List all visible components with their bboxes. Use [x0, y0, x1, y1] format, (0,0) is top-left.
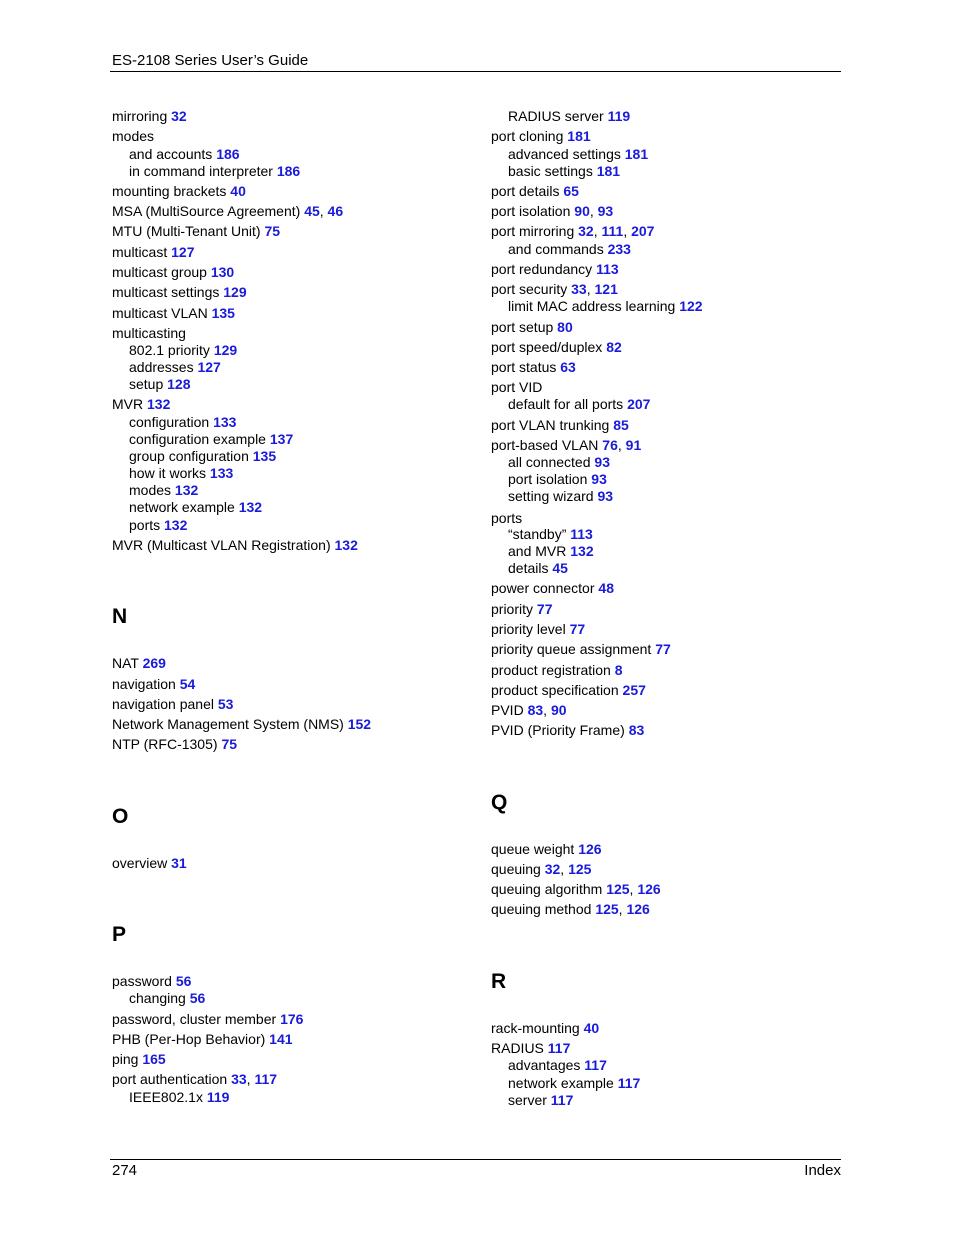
index-entry: port-based VLAN 76, 91 — [491, 437, 642, 453]
index-term: modes — [129, 482, 172, 498]
index-term: ping — [112, 1051, 139, 1067]
index-entry — [491, 662, 623, 679]
index-subentry — [508, 1092, 573, 1109]
index-entry: PVID 83, 90 — [491, 702, 567, 718]
index-term: product registration — [491, 662, 611, 678]
index-subentry — [129, 414, 236, 431]
page-ref-link[interactable]: 132 — [174, 482, 199, 498]
page-ref-link[interactable]: 90 — [574, 203, 590, 219]
page-ref-link[interactable]: 117 — [547, 1040, 571, 1056]
page-ref-link[interactable]: 63 — [560, 359, 576, 375]
footer-section-name: Index — [804, 1162, 841, 1179]
index-entry: port mirroring 32, 111, 207 — [491, 223, 655, 239]
index-term: port mirroring — [491, 223, 575, 239]
page-ref-link[interactable]: 132 — [238, 499, 263, 515]
page-ref-link[interactable]: 90 — [550, 702, 567, 718]
index-entry: queuing 32, 125 — [491, 861, 592, 877]
index-entry — [491, 359, 576, 376]
index-subentry — [508, 454, 610, 471]
index-term: multicast — [112, 244, 168, 260]
index-term: PHB (Per-Hop Behavior) — [112, 1031, 266, 1047]
index-term: port speed/duplex — [491, 339, 603, 355]
page-ref-link[interactable]: 207 — [631, 223, 655, 239]
index-term: port status — [491, 359, 557, 375]
index-term: port setup — [491, 319, 554, 335]
index-term: power connector — [491, 580, 595, 596]
index-term: priority queue assignment — [491, 641, 652, 657]
index-subentry — [508, 543, 594, 560]
page-ref-link[interactable]: 48 — [598, 580, 614, 596]
index-term: group configuration — [129, 448, 249, 464]
page-ref-link[interactable]: 33 — [231, 1071, 247, 1087]
index-letter-heading: O — [112, 805, 129, 828]
index-entry: port security 33, 121 — [491, 281, 618, 297]
page-ref-link[interactable]: 117 — [584, 1057, 607, 1073]
index-entry — [112, 855, 187, 872]
index-subentry — [129, 990, 205, 1007]
page-ref-link[interactable]: 85 — [613, 417, 629, 433]
index-subentry — [508, 488, 613, 505]
index-term: how it works — [129, 465, 207, 481]
index-entry — [491, 261, 619, 278]
index-term: MVR — [112, 396, 144, 412]
index-term: queue weight — [491, 841, 575, 857]
page-ref-link[interactable]: 132 — [164, 517, 188, 533]
index-subentry — [508, 1075, 640, 1092]
index-subentry — [129, 376, 191, 393]
page-ref-link[interactable]: 111 — [601, 223, 624, 239]
index-subentry — [129, 342, 237, 359]
page-ref-link[interactable]: 125 — [595, 901, 619, 917]
index-term: Network Management System (NMS) — [112, 716, 344, 732]
index-term: queuing algorithm — [491, 881, 603, 897]
page-ref-link[interactable]: 176 — [280, 1011, 304, 1027]
index-term: and accounts — [129, 146, 213, 162]
index-entry — [491, 1020, 599, 1037]
page-ref-link[interactable]: 133 — [213, 414, 237, 430]
index-term: multicast group — [112, 264, 207, 280]
index-term: IEEE802.1x — [129, 1089, 203, 1105]
index-entry — [112, 223, 280, 240]
index-term: multicast settings — [112, 284, 220, 300]
index-term: port VLAN trunking — [491, 417, 610, 433]
page-ref-link[interactable]: 257 — [622, 682, 646, 698]
index-subentry — [129, 1089, 229, 1106]
page-ref-link[interactable]: 77 — [536, 601, 553, 617]
index-entry — [112, 973, 191, 990]
page-ref-link[interactable]: 132 — [570, 543, 594, 559]
index-entry — [112, 537, 358, 554]
index-entry: port isolation 90, 93 — [491, 203, 614, 219]
page-ref-link[interactable]: 121 — [594, 281, 618, 297]
page-ref-link[interactable]: 31 — [171, 855, 187, 871]
page-ref-link[interactable]: 8 — [614, 662, 623, 678]
index-term: MVR (Multicast VLAN Registration) — [112, 537, 331, 553]
page-ref-link[interactable]: 127 — [171, 244, 195, 260]
index-entry: port authentication 33, 117 — [112, 1071, 278, 1087]
index-term: configuration example — [129, 431, 266, 447]
page-ref-link[interactable]: 83 — [527, 702, 544, 718]
index-subentry — [508, 108, 630, 125]
index-term: advantages — [508, 1057, 581, 1073]
index-entry — [491, 641, 671, 658]
page-ref-link[interactable]: 56 — [189, 990, 206, 1006]
page-ref-link[interactable]: 135 — [252, 448, 277, 464]
index-term: NTP (RFC-1305) — [112, 736, 218, 752]
page-ref-link[interactable]: 126 — [578, 841, 602, 857]
index-term: port redundancy — [491, 261, 593, 277]
index-subentry — [129, 499, 262, 516]
index-term: RADIUS server — [508, 108, 604, 124]
page-ref-link[interactable]: 141 — [269, 1031, 293, 1047]
page-ref-link[interactable]: 126 — [626, 901, 650, 917]
index-term: port isolation — [491, 203, 571, 219]
page-ref-link[interactable]: 33 — [571, 281, 587, 297]
page-ref-link[interactable]: 135 — [211, 305, 235, 321]
page-ref-link[interactable]: 119 — [206, 1089, 230, 1105]
index-subentry — [508, 146, 648, 163]
index-entry — [112, 183, 246, 200]
page-ref-link[interactable]: 119 — [607, 108, 631, 124]
index-term: priority — [491, 601, 534, 617]
page-ref-link[interactable]: 122 — [679, 298, 703, 314]
page-ref-link[interactable]: 93 — [597, 203, 614, 219]
index-entry — [112, 264, 234, 281]
index-term: port VID — [491, 379, 543, 395]
index-term: basic settings — [508, 163, 593, 179]
index-letter-heading: P — [112, 923, 127, 946]
page-ref-link[interactable]: 181 — [596, 163, 621, 179]
page-ref-link[interactable]: 133 — [209, 465, 234, 481]
index-term: default for all ports — [508, 396, 624, 412]
index-term: and commands — [508, 241, 604, 257]
index-entry — [112, 1031, 293, 1048]
index-entry — [112, 736, 237, 753]
page-ref-link[interactable]: 186 — [276, 163, 301, 179]
index-entry: queuing algorithm 125, 126 — [491, 881, 661, 897]
page-ref-link[interactable]: 54 — [179, 676, 196, 692]
index-term: product specification — [491, 682, 619, 698]
index-term: all connected — [508, 454, 591, 470]
index-entry — [112, 305, 235, 322]
index-term: port-based VLAN — [491, 437, 599, 453]
index-subentry — [508, 1057, 607, 1074]
page-ref-link[interactable]: 117 — [550, 1092, 574, 1108]
page-ref-link[interactable]: 93 — [597, 488, 614, 504]
index-term: password, cluster member — [112, 1011, 277, 1027]
index-term: 802.1 priority — [129, 342, 210, 358]
index-term: MSA (MultiSource Agreement) — [112, 203, 301, 219]
index-term: details — [508, 560, 549, 576]
index-term: password — [112, 973, 172, 989]
index-term: mirroring — [112, 108, 168, 124]
index-subentry — [129, 431, 293, 448]
page-number: 274 — [112, 1162, 138, 1179]
page-ref-link[interactable]: 127 — [197, 359, 221, 375]
index-term: rack-mounting — [491, 1020, 580, 1036]
index-term: advanced settings — [508, 146, 621, 162]
page-ref-link[interactable]: 113 — [596, 261, 619, 277]
page-ref-link[interactable]: 113 — [570, 526, 593, 542]
index-term: port authentication — [112, 1071, 228, 1087]
page-ref-link[interactable]: 129 — [223, 284, 247, 300]
page-header-title: ES-2108 Series User’s Guide — [112, 52, 309, 69]
page-ref-link[interactable]: 137 — [269, 431, 294, 447]
index-term: navigation — [112, 676, 176, 692]
index-subentry — [129, 517, 187, 534]
page-ref-link[interactable]: 186 — [216, 146, 240, 162]
index-entry — [491, 339, 622, 356]
index-term: configuration — [129, 414, 210, 430]
index-term: RADIUS — [491, 1040, 544, 1056]
page-ref-link[interactable]: 207 — [627, 396, 651, 412]
index-subentry — [129, 163, 300, 180]
page-ref-link[interactable]: 91 — [625, 437, 642, 453]
index-entry: MSA (MultiSource Agreement) 45, 46 — [112, 203, 344, 219]
page-ref-link[interactable]: 45 — [552, 560, 568, 576]
index-entry — [491, 128, 591, 145]
index-term: mounting brackets — [112, 183, 227, 199]
index-term: changing — [129, 990, 186, 1006]
page-ref-link[interactable]: 152 — [347, 716, 372, 732]
index-term: MTU (Multi-Tenant Unit) — [112, 223, 261, 239]
index-entry — [112, 676, 195, 693]
page-ref-link[interactable]: 83 — [628, 722, 645, 738]
page-ref-link[interactable]: 233 — [607, 241, 631, 257]
index-term: queuing — [491, 861, 541, 877]
index-entry — [491, 621, 585, 638]
index-term: multicasting — [112, 325, 186, 341]
index-term: port isolation — [508, 471, 588, 487]
index-term: network example — [508, 1075, 614, 1091]
index-term: NAT — [112, 655, 139, 671]
page-ref-link[interactable]: 53 — [217, 696, 234, 712]
index-entry — [491, 417, 629, 434]
index-entry — [491, 183, 579, 200]
index-letter-heading: R — [491, 970, 507, 993]
page-ref-link[interactable]: 269 — [142, 655, 166, 671]
index-term: in command interpreter — [129, 163, 273, 179]
index-entry — [112, 655, 166, 672]
page-ref-link[interactable]: 93 — [591, 471, 607, 487]
index-subentry — [129, 146, 240, 163]
index-entry — [491, 722, 644, 739]
page-ref-link[interactable]: 32 — [544, 861, 561, 877]
index-subentry — [129, 465, 233, 482]
index-entry — [112, 128, 154, 145]
index-entry — [112, 284, 247, 301]
page-ref-link[interactable]: 76 — [602, 437, 618, 453]
page-ref-link[interactable]: 80 — [557, 319, 573, 335]
index-letter-heading: Q — [491, 791, 508, 814]
index-entry — [112, 108, 187, 125]
page-ref-link[interactable]: 40 — [230, 183, 246, 199]
index-entry — [491, 682, 646, 699]
page-ref-link[interactable]: 165 — [142, 1051, 166, 1067]
index-entry — [112, 396, 170, 413]
page-ref-link[interactable]: 181 — [624, 146, 649, 162]
page-ref-link[interactable]: 181 — [567, 128, 591, 144]
page-ref-link[interactable]: 75 — [264, 223, 281, 239]
index-letter-heading: N — [112, 605, 128, 628]
index-subentry — [508, 560, 568, 577]
index-entry — [491, 510, 522, 527]
page-ref-link[interactable]: 126 — [637, 881, 661, 897]
index-term: ports — [129, 517, 161, 533]
page-ref-link[interactable]: 125 — [568, 861, 592, 877]
index-term: port details — [491, 183, 560, 199]
page-ref-link[interactable]: 56 — [175, 973, 192, 989]
page-ref-link[interactable]: 93 — [594, 454, 610, 470]
index-term: limit MAC address learning — [508, 298, 676, 314]
page-ref-link[interactable]: 132 — [147, 396, 171, 412]
index-entry — [112, 1051, 166, 1068]
index-term: network example — [129, 499, 235, 515]
index-entry — [112, 325, 186, 342]
index-term: setup — [129, 376, 164, 392]
index-entry — [491, 841, 602, 858]
page-ref-link[interactable]: 32 — [171, 108, 187, 124]
index-subentry — [129, 359, 221, 376]
index-entry — [491, 601, 552, 618]
index-term: PVID (Priority Frame) — [491, 722, 625, 738]
index-subentry — [508, 298, 703, 315]
page-ref-link[interactable]: 82 — [606, 339, 622, 355]
index-term: PVID — [491, 702, 524, 718]
index-subentry — [508, 526, 593, 543]
index-term: priority level — [491, 621, 566, 637]
index-entry — [491, 1040, 570, 1057]
page-ref-link[interactable]: 45 — [304, 203, 320, 219]
index-term: modes — [112, 128, 155, 144]
page-ref-link[interactable]: 77 — [569, 621, 586, 637]
index-entry — [491, 379, 542, 396]
index-subentry — [129, 482, 198, 499]
page-ref-link[interactable]: 65 — [563, 183, 579, 199]
index-term: ports — [491, 510, 523, 526]
index-subentry — [508, 163, 620, 180]
index-term: overview — [112, 855, 168, 871]
index-entry: queuing method 125, 126 — [491, 901, 650, 917]
header-rule — [110, 71, 841, 72]
index-subentry — [508, 471, 607, 488]
index-term: setting wizard — [508, 488, 594, 504]
index-entry — [491, 319, 573, 336]
page-ref-link[interactable]: 40 — [583, 1020, 600, 1036]
page-ref-link[interactable]: 32 — [578, 223, 594, 239]
page-ref-link[interactable]: 125 — [606, 881, 630, 897]
footer-rule — [110, 1159, 841, 1160]
index-subentry — [508, 396, 650, 413]
index-subentry — [508, 241, 631, 258]
index-term: port security — [491, 281, 568, 297]
index-entry — [112, 1011, 303, 1028]
page-ref-link[interactable]: 46 — [327, 203, 344, 219]
page-ref-link[interactable]: 130 — [210, 264, 235, 280]
index-entry — [112, 696, 233, 713]
page-ref-link[interactable]: 132 — [334, 537, 358, 553]
page-ref-link[interactable]: 75 — [221, 736, 238, 752]
index-term: navigation panel — [112, 696, 214, 712]
page-ref-link[interactable]: 77 — [655, 641, 671, 657]
index-term: multicast VLAN — [112, 305, 208, 321]
index-term: addresses — [129, 359, 194, 375]
page-ref-link[interactable]: 128 — [167, 376, 191, 392]
index-term: port cloning — [491, 128, 564, 144]
page-ref-link[interactable]: 129 — [213, 342, 238, 358]
index-entry — [112, 244, 194, 261]
index-term: “standby” — [508, 526, 567, 542]
index-entry — [491, 580, 614, 597]
index-entry — [112, 716, 371, 733]
index-subentry — [129, 448, 276, 465]
page-ref-link[interactable]: 117 — [617, 1075, 641, 1091]
page-ref-link[interactable]: 117 — [254, 1071, 278, 1087]
index-term: server — [508, 1092, 547, 1108]
index-term: queuing method — [491, 901, 592, 917]
index-term: and MVR — [508, 543, 567, 559]
